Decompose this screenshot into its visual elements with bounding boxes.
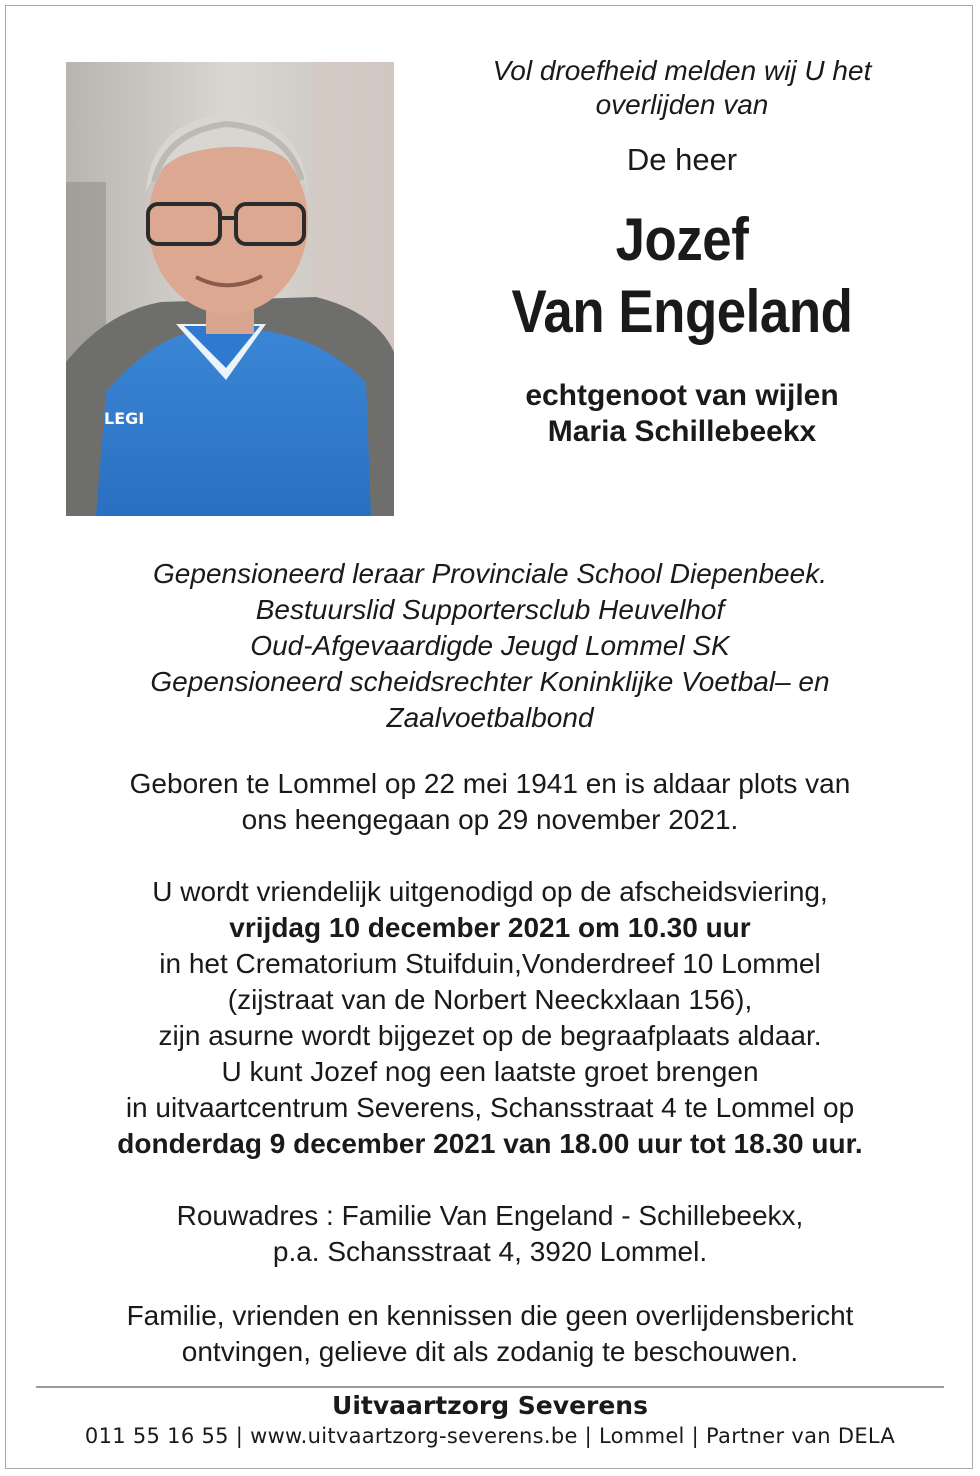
- farewell-text: U kunt Jozef nog een laatste groet brengen: [221, 1056, 759, 1087]
- intro-text: Vol droefheid melden wij U het overlijden van: [492, 55, 872, 120]
- honorific: De heer: [626, 142, 738, 177]
- ceremony-invite: U wordt vriendelijk uitgenodigd op de afscheidsviering,: [152, 876, 828, 907]
- birth-death-text: Geboren te Lommel op 22 mei 1941 en is aldaar plots van ons heengegaan op 29 november 2021.: [129, 768, 851, 835]
- spouse-text: echtgenoot van wijlen Maria Schillebeekx: [525, 379, 839, 448]
- farewell-place: in uitvaartcentrum Severens, Schansstraat 4 te Lommel op: [125, 1092, 855, 1123]
- ceremony-urn: zijn asurne wordt bijgezet op de begraafplaats aldaar.: [158, 1020, 822, 1051]
- mourning-address: Rouwadres : Familie Van Engeland - Schillebeekx, p.a. Schansstraat 4, 3920 Lommel.: [176, 1200, 804, 1267]
- deceased-name: Jozef Van Engeland: [511, 206, 853, 345]
- ceremony-date-time: vrijdag 10 december 2021 om 10.30 uur: [229, 912, 751, 943]
- ceremony-location: in het Crematorium Stuifduin,Vonderdreef 10 Lommel: [159, 948, 821, 979]
- shirt-logo: LEGI: [104, 409, 145, 428]
- portrait-photo: [66, 62, 394, 516]
- announcement-header: [432, 54, 932, 450]
- ceremony-details: [40, 874, 940, 1162]
- roles-list: Gepensioneerd leraar Provinciale School Diepenbeek. Bestuurslid Supportersclub Heuvelhof Oud-Afgevaardigde Jeugd Lommel SK Gepensioneerd scheidsrechter Koninklijke Voetbal– en Zaalvoetbalbond: [150, 558, 830, 733]
- ceremony-side-street: (zijstraat van de Norbert Neeckxlaan 156),: [227, 984, 753, 1015]
- footer-divider: [36, 1386, 944, 1388]
- funeral-home-contact: 011 55 16 55 | www.uitvaartzorg-severens.be | Lommel | Partner van DELA: [84, 1424, 896, 1448]
- farewell-time: donderdag 9 december 2021 van 18.00 uur tot 18.30 uur.: [117, 1128, 863, 1159]
- funeral-home-name: Uitvaartzorg Severens: [332, 1391, 648, 1420]
- notice-text: Familie, vrienden en kennissen die geen overlijdensbericht ontvingen, gelieve dit als zodanig te beschouwen.: [126, 1300, 854, 1367]
